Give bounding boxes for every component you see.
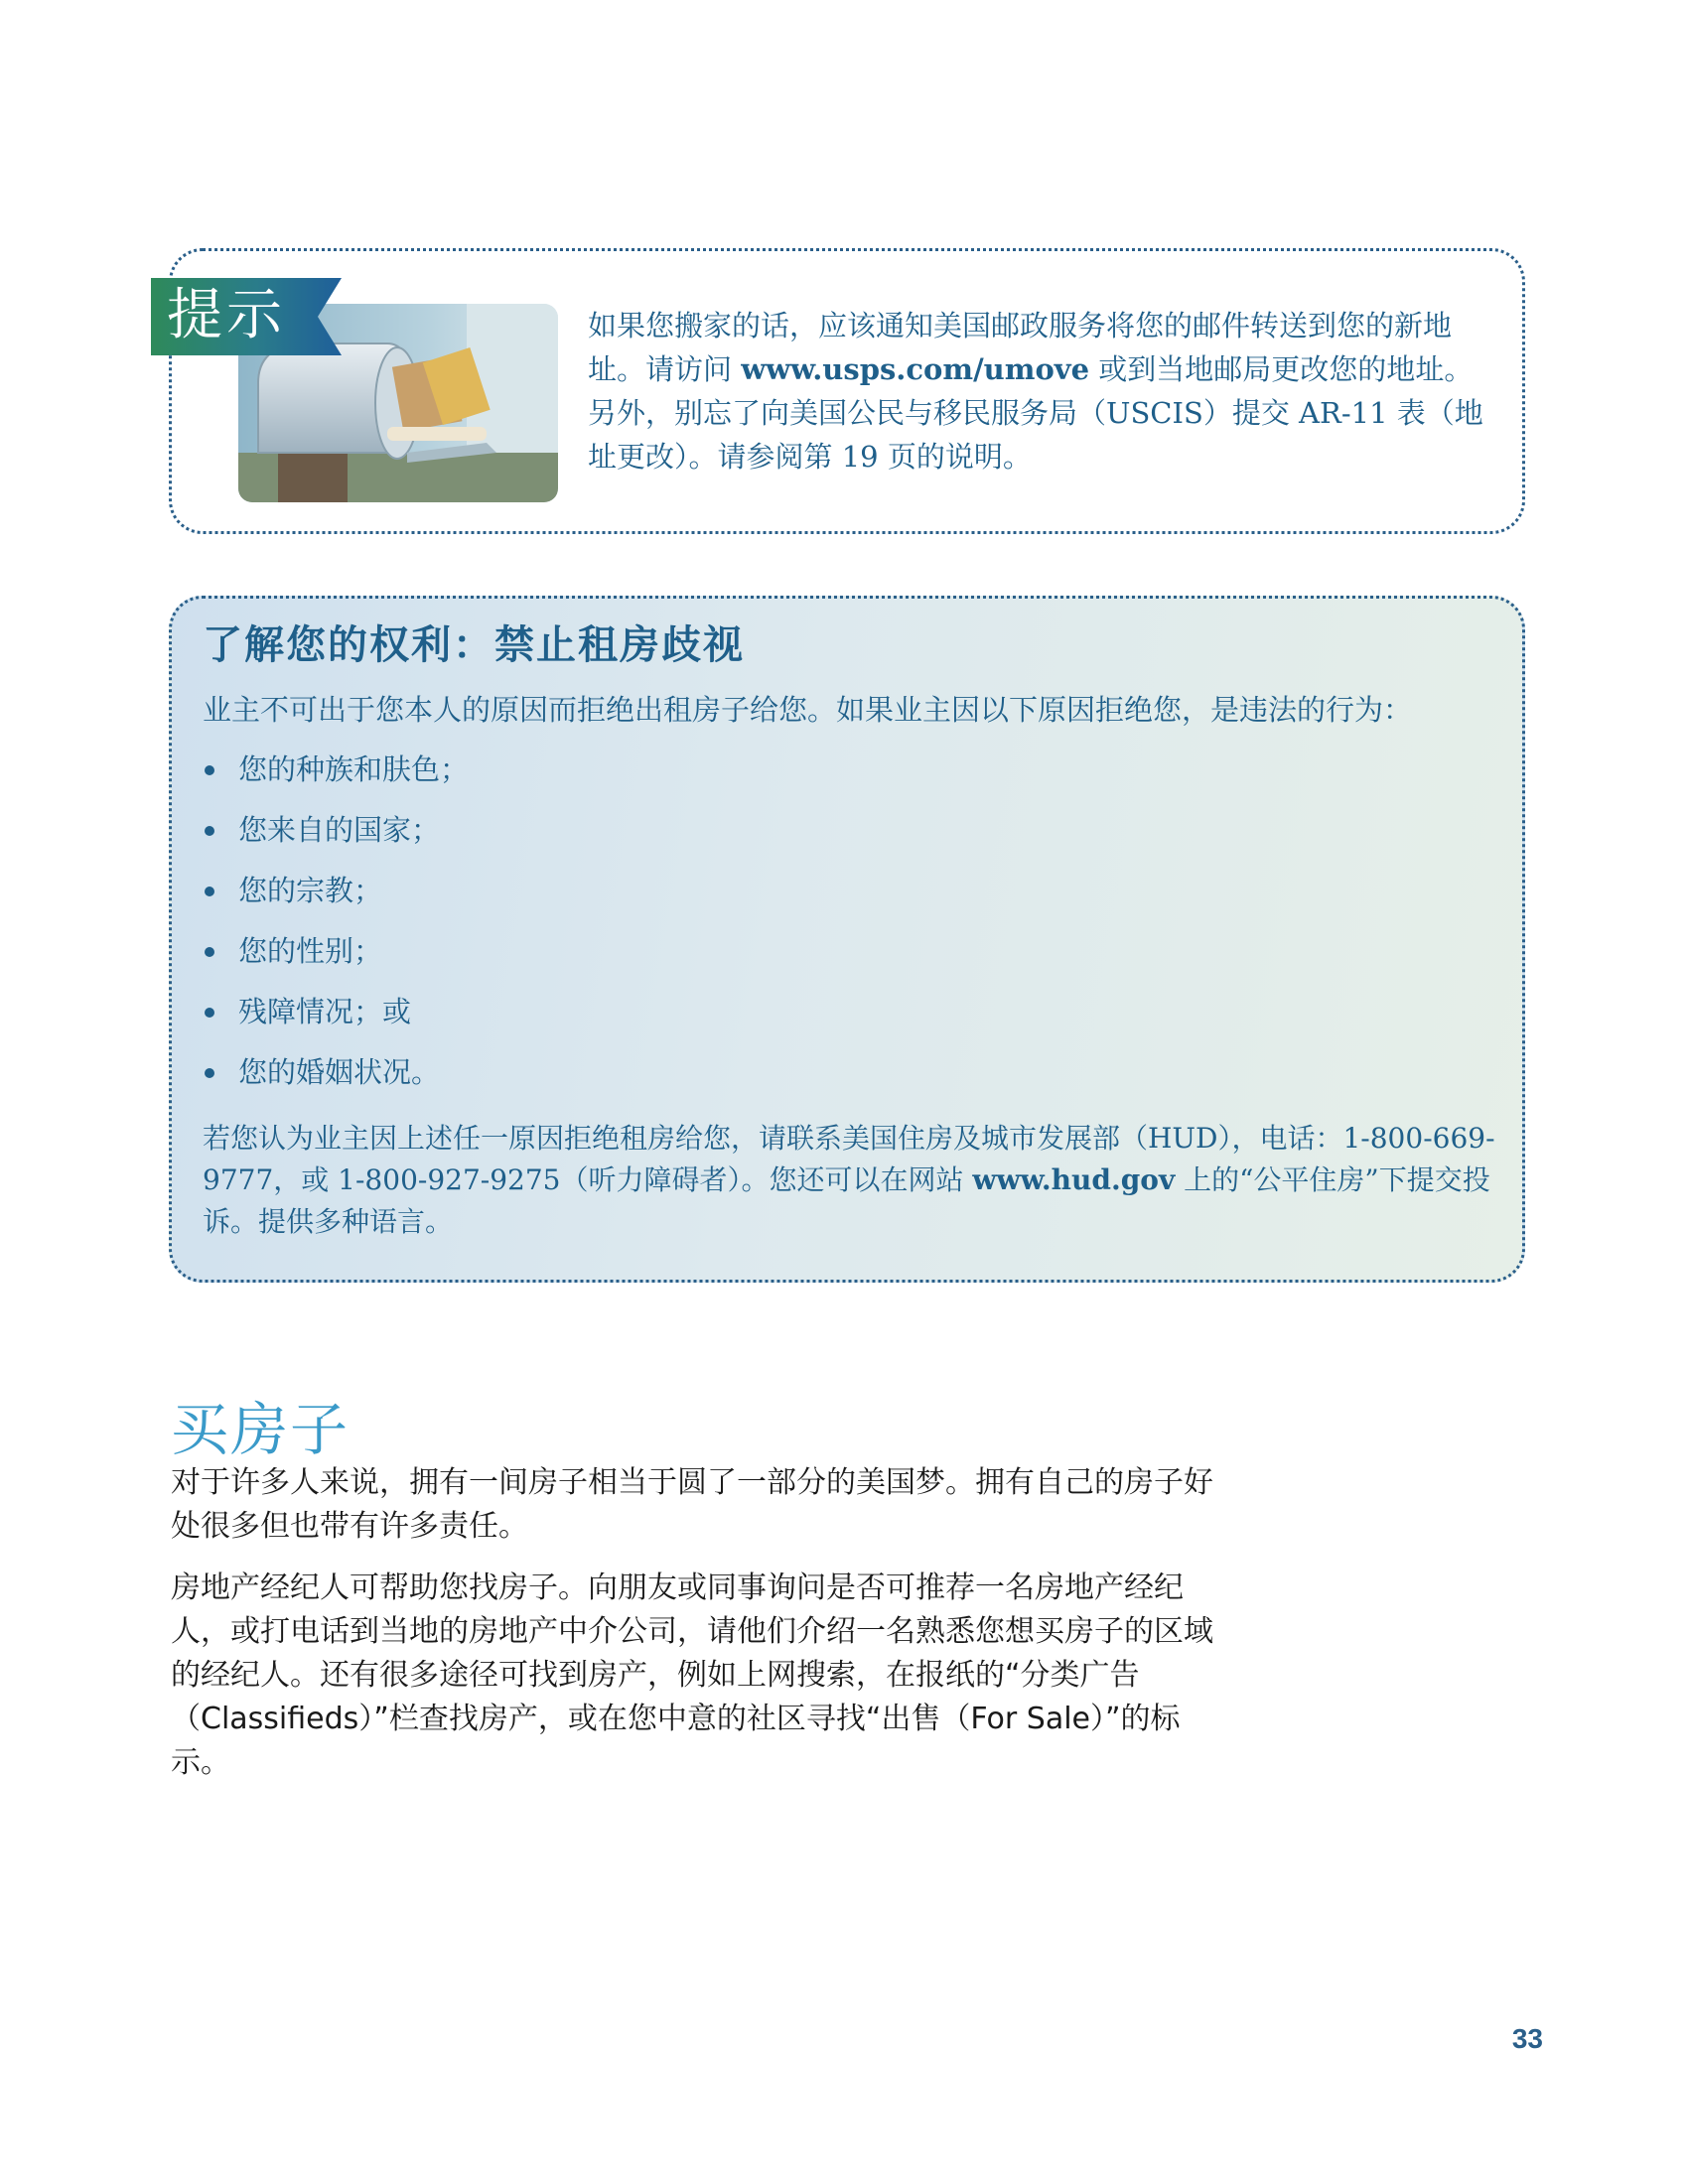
section-heading: 买房子 [171,1396,351,1464]
list-item [203,749,1493,809]
list-item [203,930,1493,991]
bullet-icon [205,947,214,957]
page-number: 33 [1511,2023,1543,2054]
tip-text [588,304,1501,478]
bullet-icon [205,826,214,836]
bullet-icon [205,765,214,775]
tip-banner-label: 提示 [167,283,286,347]
list-item-text: 您的婚姻状况。 [238,1055,441,1089]
bullet-icon [205,887,214,896]
list-item [203,809,1493,870]
list-item-text: 残障情况；或 [238,995,412,1028]
bullet-icon [205,1008,214,1018]
bullet-icon [205,1068,214,1078]
tip-text-prefix: 如果您搬家的话，应该通知美国邮政服务将您的邮件转送到您的新地址。请访问 [588,309,1453,386]
list-item-text: 您的宗教； [238,874,383,907]
rights-list [203,749,1493,1112]
paragraph-1: 对于许多人来说，拥有一间房子相当于圆了一部分的美国梦。拥有自己的房子好处很多但也带有许多责任。 [171,1465,1213,1544]
rights-intro: 业主不可出于您本人的原因而拒绝出租房子给您。如果业主因以下原因拒绝您，是违法的行为： [203,693,1413,727]
list-item-text: 您来自的国家； [238,813,441,847]
rights-contact [203,1118,1513,1243]
list-item [203,991,1493,1051]
rights-contact-prefix: 若您认为业主因上述任一原因拒绝租房给您，请联系美国住房及城市发展部（HUD），电话：1-800-669-9777，或 1-800-927-9275（听力障碍者）。您还可以在网站 [203,1122,1495,1196]
rights-title: 了解您的权利：禁止租房歧视 [203,622,745,668]
list-item-text: 您的种族和肤色； [238,752,470,786]
usps-link[interactable]: www.usps.com/umove [741,352,1090,386]
list-item [203,1051,1493,1112]
paragraph-2: 房地产经纪人可帮助您找房子。向朋友或同事询问是否可推荐一名房地产经纪人，或打电话到当地的房地产中介公司，请他们介绍一名熟悉您想买房子的区域的经纪人。还有很多途径可找到房产，例如上网搜索，在报纸的“分类广告（Classifieds）”栏查找房产，或在您中意的社区寻找“出售（For Sale）”的标示。 [171,1570,1213,1780]
list-item [203,870,1493,930]
hud-link[interactable]: www.hud.gov [972,1163,1176,1196]
list-item-text: 您的性别； [238,934,383,968]
tip-text-suffix: 或到当地邮局更改您的地址。另外，别忘了向美国公民与移民服务局（USCIS）提交 AR-11 表（地址更改）。请参阅第 19 页的说明。 [588,352,1483,474]
rights-contact-suffix: 上的“公平住房”下提交投诉。提供多种语言。 [203,1163,1490,1238]
